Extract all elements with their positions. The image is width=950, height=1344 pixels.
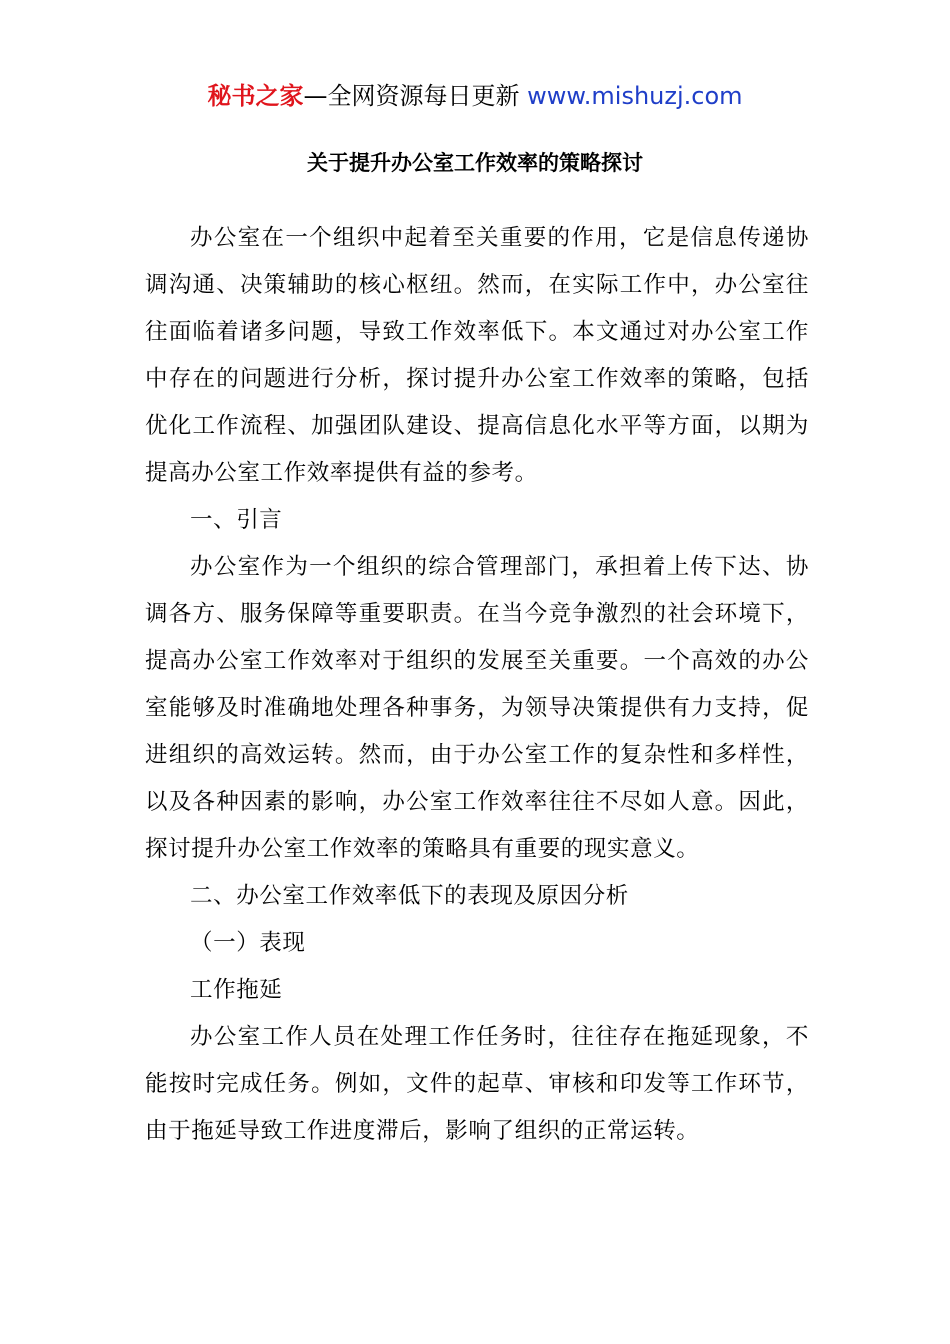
- site-url-link[interactable]: www.mishuzj.com: [527, 82, 743, 110]
- subsection-heading-manifestations: （一）表现: [190, 930, 306, 956]
- paragraph-procrastination: 办公室工作人员在处理工作任务时，往往存在拖延现象，不能按时完成任务。例如，文件的起草、审核和印发等工作环节，由于拖延导致工作进度滞后，影响了组织的正常运转。: [145, 1024, 809, 1144]
- site-brand: 秘书之家: [207, 82, 304, 110]
- paragraph-abstract: 办公室在一个组织中起着至关重要的作用，它是信息传递协调沟通、决策辅助的核心枢纽。然而，在实际工作中，办公室往往面临着诸多问题，导致工作效率低下。本文通过对办公室工作中存在的问题进行分析，探讨提升办公室工作效率的策略，包括优化工作流程、加强团队建设、提高信息化水平等方面，以期为提高办公室工作效率提供有益的参考。: [145, 225, 809, 486]
- document-title: 关于提升办公室工作效率的策略探讨: [307, 151, 643, 175]
- section-heading-introduction: 一、引言: [190, 507, 283, 533]
- section-heading-analysis: 二、办公室工作效率低下的表现及原因分析: [190, 883, 629, 909]
- item-heading-procrastination: 工作拖延: [190, 977, 283, 1003]
- paragraph-introduction: 办公室作为一个组织的综合管理部门，承担着上传下达、协调各方、服务保障等重要职责。在当今竞争激烈的社会环境下，提高办公室工作效率对于组织的发展至关重要。一个高效的办公室能够及时准确地处理各种事务，为领导决策提供有力支持，促进组织的高效运转。然而，由于办公室工作的复杂性和多样性，以及各种因素的影响，办公室工作效率往往不尽如人意。因此，探讨提升办公室工作效率的策略具有重要的现实意义。: [145, 554, 809, 862]
- site-tagline: —全网资源每日更新: [303, 82, 528, 110]
- document-body: [145, 215, 809, 1155]
- site-header: [0, 79, 950, 113]
